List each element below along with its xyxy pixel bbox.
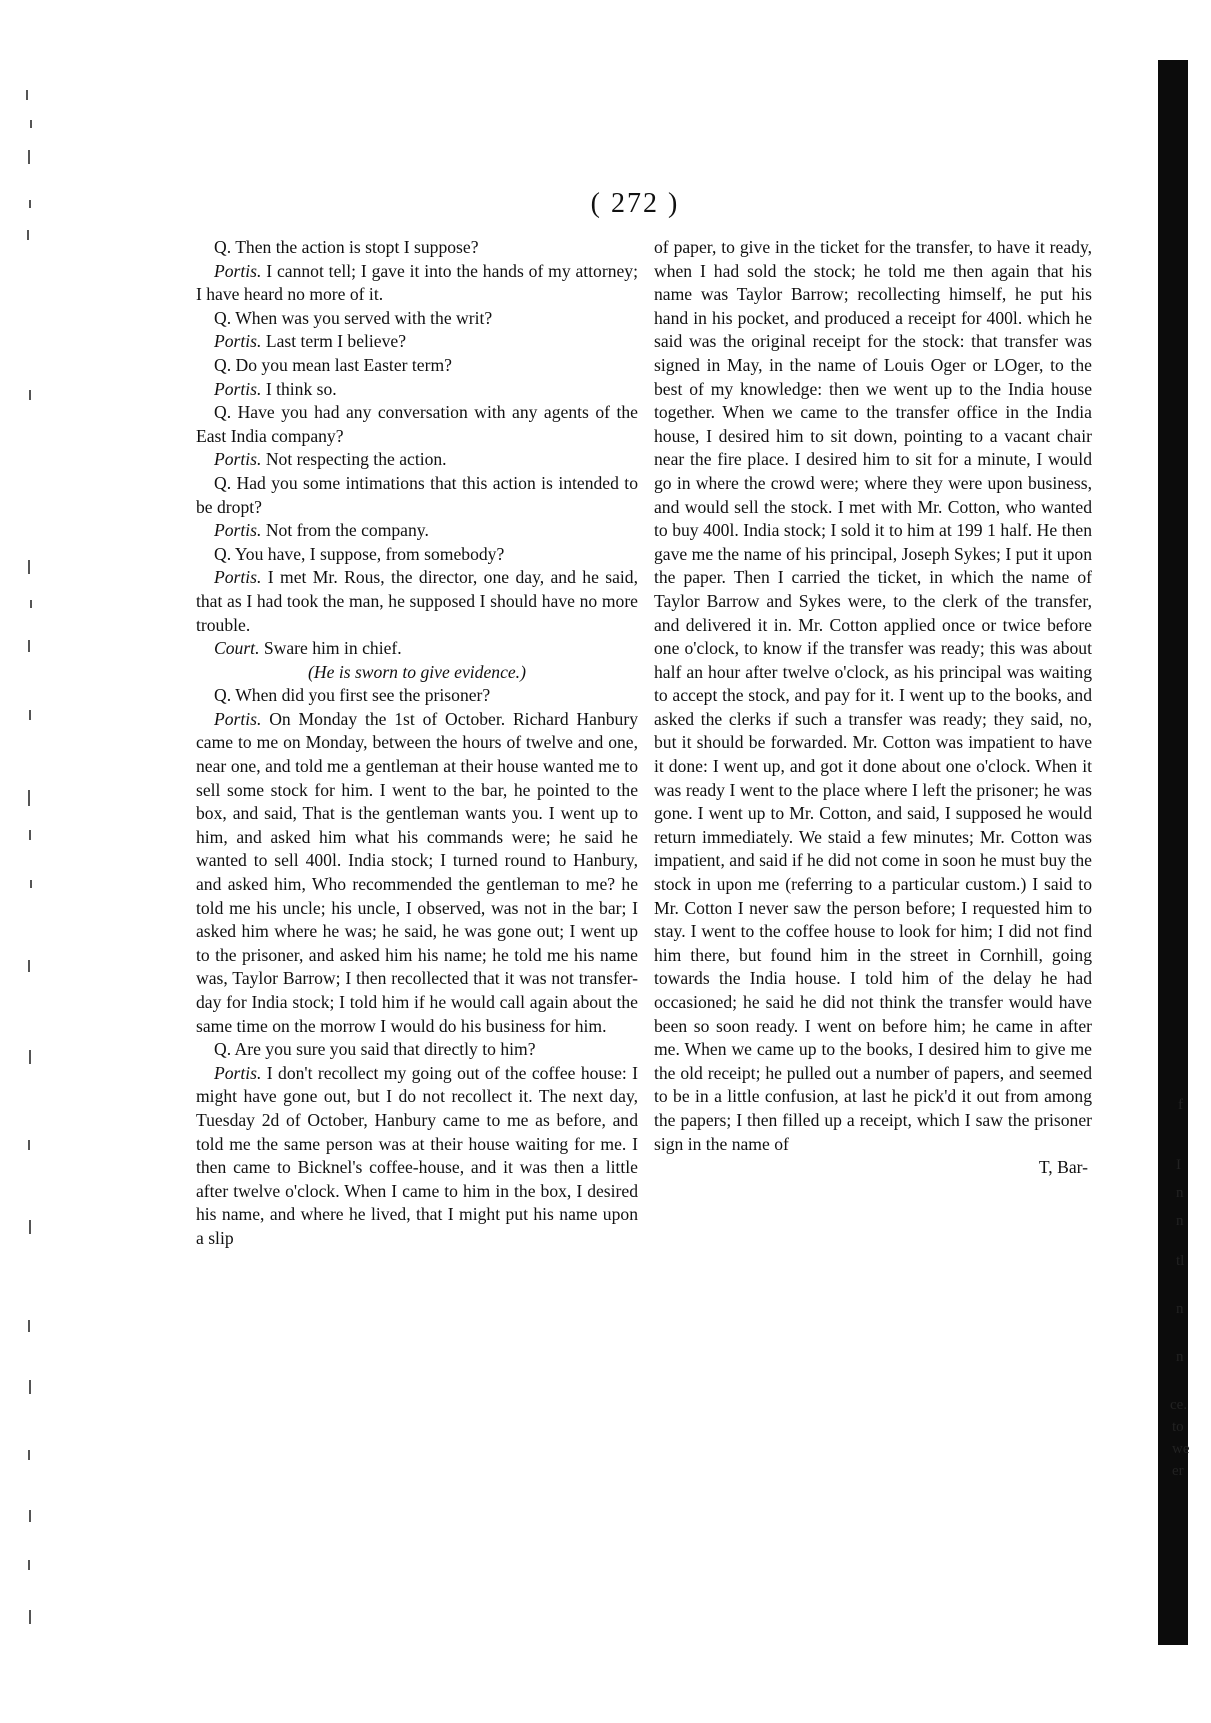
speaker-name: Court. — [214, 638, 260, 659]
speaker-name: Portis. — [214, 708, 262, 729]
paragraph — [196, 1038, 638, 1062]
paragraph-text: Last term I believe? — [261, 331, 407, 352]
paragraph — [196, 260, 638, 307]
gutter-mark — [30, 120, 32, 128]
right-column — [654, 236, 1092, 1180]
paragraph — [196, 236, 638, 260]
paragraph-text: I think so. — [261, 378, 337, 399]
speaker-name: Portis. — [214, 260, 262, 281]
gutter-mark — [28, 790, 30, 806]
gutter-mark — [28, 1140, 30, 1150]
edge-fragment: n — [1176, 1185, 1184, 1201]
catchword: T, Bar- — [1038, 1157, 1088, 1178]
paragraph-text: I cannot tell; I gave it into the hands of my attorney; I have heard no more of it. — [196, 260, 638, 305]
gutter-mark — [28, 1560, 30, 1570]
speaker-name: Portis. — [214, 567, 262, 588]
paragraph — [196, 448, 638, 472]
paragraph — [196, 1062, 638, 1251]
paragraph-text: Not from the company. — [261, 520, 429, 541]
paragraph-text: Not respecting the action. — [261, 449, 447, 470]
gutter-mark — [28, 960, 30, 972]
gutter-mark — [28, 1320, 30, 1332]
paragraph — [196, 519, 638, 543]
speaker-name: Portis. — [214, 1062, 262, 1083]
edge-fragment: n — [1176, 1349, 1184, 1365]
left-column — [196, 236, 638, 1251]
edge-fragment: tl — [1176, 1253, 1185, 1269]
gutter-mark — [29, 710, 31, 720]
gutter-mark — [27, 230, 29, 240]
gutter-marks — [20, 90, 44, 1690]
paragraph-text: I met Mr. Rous, the director, one day, and he said, that as I had took the man, he supposed I should have no more trouble. — [196, 567, 638, 635]
paragraph — [196, 378, 638, 402]
paragraph-text: Then the action is stopt I suppose? — [231, 237, 479, 257]
question-marker: Q. — [214, 307, 232, 328]
paragraph — [196, 354, 638, 378]
question-marker: Q. — [214, 354, 232, 375]
gutter-mark — [29, 830, 31, 840]
paragraph — [196, 566, 638, 637]
speaker-name: Portis. — [214, 378, 262, 399]
gutter-mark — [29, 390, 31, 400]
question-marker: Q. — [214, 543, 232, 564]
gutter-mark — [29, 1380, 31, 1394]
speaker-name: Portis. — [214, 449, 262, 470]
edge-fragment: we — [1172, 1441, 1190, 1457]
paragraph — [196, 543, 638, 567]
gutter-mark — [29, 200, 31, 208]
edge-fragment: ce. — [1170, 1397, 1188, 1413]
paragraph-text: When did you first see the prisoner? — [231, 685, 491, 706]
gutter-mark — [29, 1510, 31, 1522]
paragraph-text: Sware him in chief. — [259, 638, 402, 659]
edge-fragment: n — [1176, 1213, 1184, 1229]
question-marker: Q. — [214, 237, 232, 257]
question-marker: Q. — [214, 402, 232, 423]
gutter-mark — [28, 640, 30, 652]
page-number: ( 272 ) — [590, 188, 680, 219]
gutter-mark — [28, 1450, 30, 1460]
paragraph — [196, 330, 638, 354]
edge-fragment: er — [1172, 1463, 1184, 1479]
paragraph-text: When was you served with the writ? — [231, 307, 493, 328]
paragraph-text: On Monday the 1st of October. Richard Hanbury came to me on Monday, between the hours of twelve and one, near one, and told me a gentleman at their house wanted me to sell some stock for him. I went to the bar, he pointed to the box, and said, That is the gentleman wants you. I went up to him, and asked him what his commands were; he said he wanted to sell 400l. India stock; I turned round to Hanbury, and asked him, Who recommended the gentleman to me? he told me his uncle; his uncle, I observed, was not in the bar; I asked him where he was; he said, he was gone out; I went up to the prisoner, and asked him his name; he told me his name was, Taylor Barrow; I then recollected that it was not transfer-day for India stock; I told him if he would call again about the same time on the morrow I would do his business for him. — [196, 708, 638, 1036]
gutter-mark — [30, 600, 32, 608]
gutter-mark — [29, 1220, 31, 1234]
paragraph-text: Do you mean last Easter term? — [231, 354, 452, 375]
paragraph — [196, 472, 638, 519]
question-marker: Q. — [214, 472, 232, 493]
paragraph-text: I don't recollect my going out of the coffee house: I might have gone out, but I do not recollect it. The next day, Tuesday 2d of October, Hanbury came to me as before, and told me the same person was at their house waiting for me. I then came to Bicknel's coffee-house, and it was then a little after twelve o'clock. When I came to him in the box, I desired his name, and where he lived, that I might put his name upon a slip — [196, 1062, 638, 1248]
paragraph-text: You have, I suppose, from somebody? — [231, 543, 505, 564]
paragraph — [196, 637, 638, 661]
edge-fragment: I — [1176, 1157, 1181, 1173]
gutter-mark — [29, 1050, 31, 1064]
question-marker: Q. — [214, 685, 232, 706]
edge-fragment: to — [1172, 1419, 1184, 1435]
gutter-mark — [26, 90, 28, 100]
gutter-mark — [28, 560, 30, 574]
edge-fragment: n — [1176, 1301, 1184, 1317]
gutter-mark — [29, 1610, 31, 1624]
edge-fragment: f — [1178, 1097, 1183, 1113]
paragraph — [196, 401, 638, 448]
paragraph-continued: of paper, to give in the ticket for the transfer, to have it ready, when I had sold the stock; he told me then again that his name was Taylor Barrow; recollecting himself, he put his hand in his pocket, and produced a receipt for 400l. which he said was the original receipt for the stock: that transfer was signed in May, in the name of Louis Oger or LOger, to the best of my knowledge: then we went up to the India house together. When we came to the transfer office in the India house, I desired him to sit down, pointing to a vacant chair near the fire place. I desired him to sit for a minute, I would go in where the crowd were; where they were upon business, and would sell the stock. I met with Mr. Cotton, who wanted to buy 400l. India stock; I sold it to him at 199 1 half. He then gave me the name of his principal, Joseph Sykes; I put it upon the paper. Then I carried the ticket, in which the name of Taylor Barrow and Sykes were, to the clerk of the transfer, and delivered it in. Mr. Cotton applied once or twice before one o'clock, to know if the transfer was ready; this was about half an hour after twelve o'clock, as his principal was waiting to accept the stock, and pay for it. I went up to the books, and asked the clerks if such a transfer was ready; they said, no, but it should be forwarded. Mr. Cotton was impatient to have it done: I went up, and got it done about one o'clock. When it was ready I went to the place where I left the prisoner; he was gone. I went up to Mr. Cotton, and said, I supposed he would return immediately. We staid a few minutes; Mr. Cotton was impatient, and said if he did not come in soon he must buy the stock in upon me (referring to a particular custom.) I said to Mr. Cotton I never saw the person before; I requested him to stay. I went to the coffee house to look for him; I did not find him there, but found him in the street in Cornhill, going towards the India house. I told him of the delay he had occasioned; he said he did not think the transfer would have been so soon ready. I went on before him; he came in after me. When we came up to the books, I desired him to give me the old receipt; he pulled out a number of papers, and seemed to be in a little confusion, at last he pick'd it out from among the papers; I then filled up a receipt, which I saw the prisoner sign in the name of — [654, 237, 1092, 1154]
paragraph-text: Are you sure you said that directly to him? — [231, 1039, 536, 1060]
paragraph-text: Have you had any conversation with any agents of the East India company? — [196, 402, 638, 446]
question-marker: Q. — [214, 1039, 232, 1060]
paragraph — [196, 307, 638, 331]
speaker-name: Portis. — [214, 520, 262, 541]
gutter-mark — [28, 150, 30, 164]
paragraph — [196, 684, 638, 708]
paragraph-text: Had you some intimations that this action is intended to be dropt? — [196, 472, 638, 517]
stage-direction: (He is sworn to give evidence.) — [308, 661, 526, 682]
gutter-mark — [30, 880, 32, 888]
speaker-name: Portis. — [214, 331, 262, 352]
paragraph — [196, 708, 638, 1038]
